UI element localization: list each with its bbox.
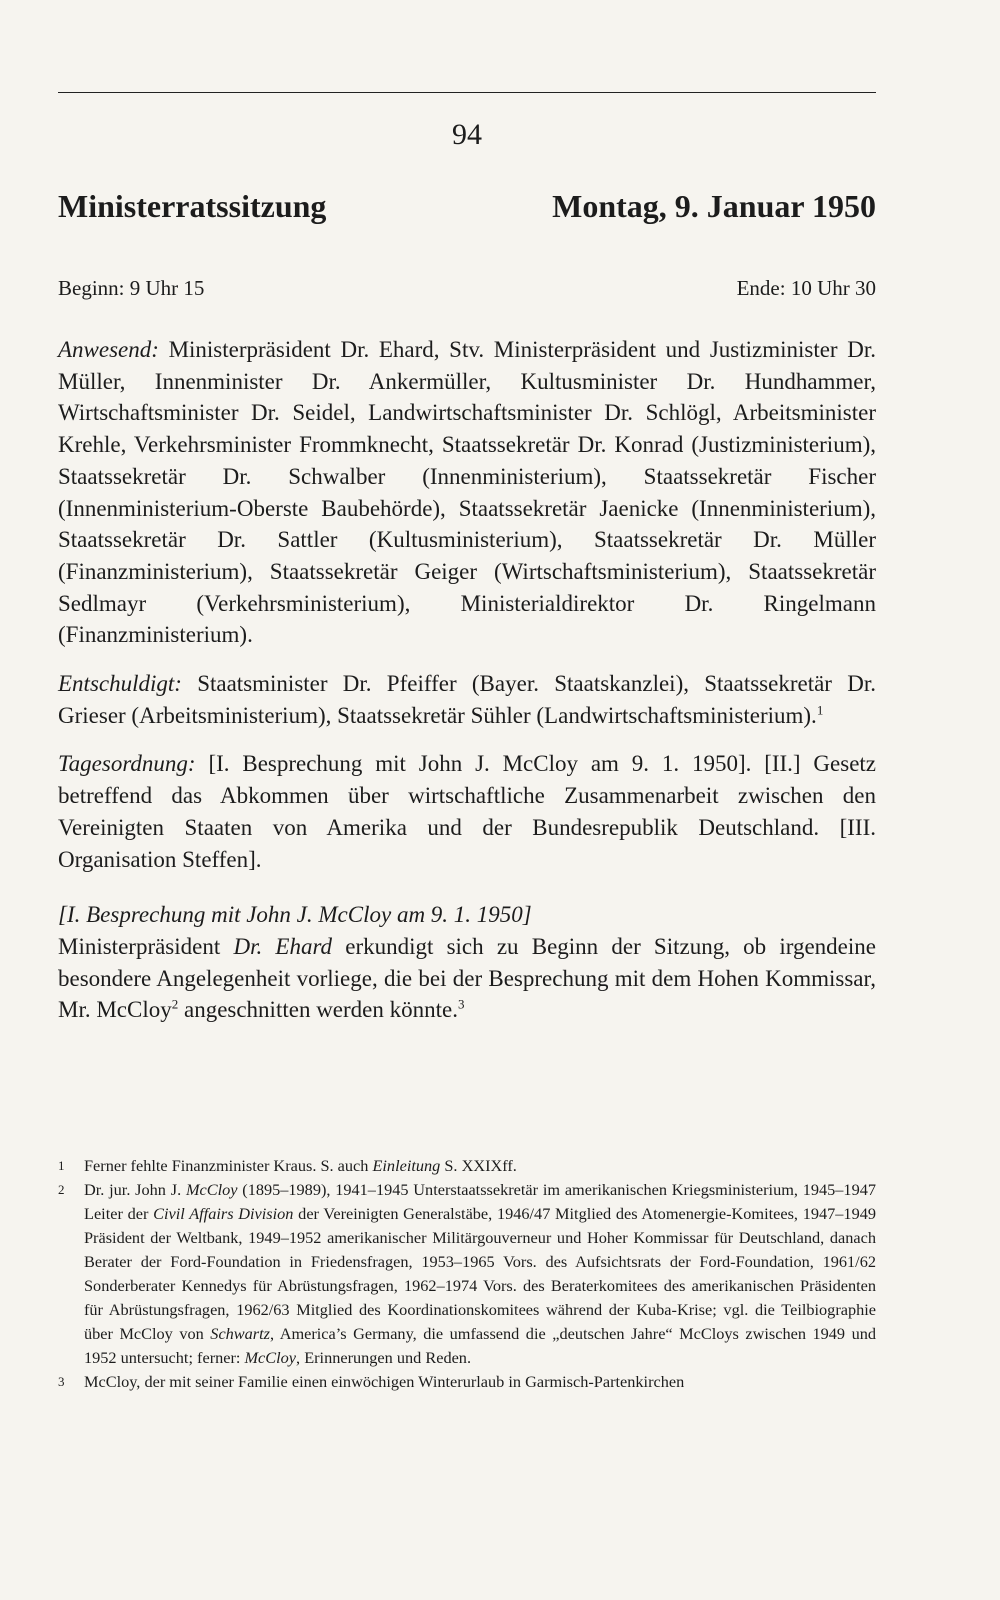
present-label: Anwesend:	[58, 337, 159, 362]
time-row	[58, 276, 876, 301]
footnote-italic: Civil Affairs Division	[153, 1204, 294, 1223]
footnote-text-part: , America’s Germany, die umfassend die „deutschen Jahre“ McCloys zwischen 1949 und 1952 untersucht; ferner:	[84, 1324, 876, 1367]
excused-text: Staatsminister Dr. Pfeiffer (Bayer. Staatskanzlei), Staatssekretär Dr. Grieser (Arbeitsministerium), Staatssekretär Sühler (Landwirtschaftsministerium).	[58, 671, 876, 728]
footnotes	[58, 1154, 876, 1394]
footnote-text-part: , Erinnerungen und Reden.	[296, 1348, 472, 1367]
footnote-text-part: Dr. jur. John J.	[84, 1180, 186, 1199]
session-date: Montag, 9. Januar 1950	[552, 188, 876, 224]
agenda-label: Tagesordnung:	[58, 751, 196, 777]
page-number: 94	[452, 118, 482, 151]
footnote-3	[58, 1370, 876, 1394]
footnote-text-part: der Vereinigten Generalstäbe, 1946/47 Mitglied des Atomenergie-Komitees, 1947–1949 Präsident der Weltbank, 1949–1952 amerikanischer Militärgouverneur und Hoher Kommissar für Deutschland, danach Berater der Ford-Foundation in Friedensfragen, 1953–1965 Vors. des Aufsichtsrats der Ford-Foundation, 1961/62 Sonderberater Kennedys für Abrüstungsfragen, 1962–1974 Vors. des Beraterkomitees des amerikanischen Präsidenten für Abrüstungsfragen, 1962/63 Mitglied des Koordinationskomitees während der Kuba-Krise; vgl. die Teilbiographie über McCloy von	[84, 1204, 876, 1343]
end-time: Ende: 10 Uhr 30	[736, 276, 876, 300]
footnote-number: 1	[58, 1158, 65, 1173]
section-paragraph	[58, 931, 876, 1026]
footnote-italic: McCloy	[244, 1348, 297, 1367]
paragraph-text-b: erkundigt sich zu Beginn der Sitzung, ob irgendeine besondere Angelegenheit vorliege, die bei der Besprechung mit dem Hohen Kommissar, Mr. McCloy	[58, 933, 876, 1023]
footnote-ref-1[interactable]: 1	[816, 702, 824, 718]
attendance-present	[58, 334, 876, 651]
title-row	[58, 188, 876, 225]
footnote-1	[58, 1154, 876, 1178]
agenda-text: [I. Besprechung mit John J. McCloy am 9. 1. 1950]. [II.] Gesetz betreffend das Abkommen über wirtschaftliche Zusammenarbeit zwischen den Vereinigten Staaten von Amerika und der Bundesrepublik Deutschland. [III. Organisation Steffen].	[58, 751, 876, 872]
excused-label: Entschuldigt:	[58, 671, 182, 697]
section-heading: [I. Besprechung mit John J. McCloy am 9. 1. 1950]	[58, 902, 532, 928]
session-title: Ministerratssitzung	[58, 188, 327, 224]
footnote-number: 2	[58, 1182, 65, 1197]
paragraph-text-c: angeschnitten werden könnte.	[178, 997, 458, 1023]
footnote-italic: McCloy	[185, 1180, 238, 1199]
main-text	[58, 334, 876, 1043]
footnote-text	[84, 1154, 876, 1178]
speaker-name: Dr. Ehard	[233, 933, 333, 959]
footnote-number: 3	[58, 1374, 65, 1389]
document-page	[58, 0, 876, 1600]
footnote-text-part: S. XXIXff.	[440, 1156, 517, 1175]
footnote-text	[84, 1178, 876, 1370]
footnote-italic: Einleitung	[372, 1156, 441, 1175]
begin-time: Beginn: 9 Uhr 15	[58, 276, 205, 300]
footnote-text-part: Ferner fehlte Finanzminister Kraus. S. auch	[84, 1156, 373, 1175]
attendance-excused	[58, 668, 876, 731]
agenda	[58, 748, 876, 875]
footnote-text-part: (1895–1989), 1941–1945 Unterstaatssekretär im amerikanischen Kriegsministerium, 1945–1947 Leiter der	[84, 1180, 876, 1223]
paragraph-text-a: Ministerpräsident	[58, 933, 234, 959]
top-rule	[58, 92, 876, 93]
footnote-italic: Schwartz	[210, 1324, 271, 1343]
footnote-ref-3[interactable]: 3	[457, 996, 465, 1012]
footnote-text: McCloy, der mit seiner Familie einen einwöchigen Winterurlaub in Garmisch-Partenkirchen	[84, 1372, 685, 1391]
footnote-ref-2[interactable]: 2	[171, 996, 179, 1012]
present-text: Ministerpräsident Dr. Ehard, Stv. Ministerpräsident und Justizminister Dr. Müller, Innenminister Dr. Ankermüller, Kultusminister Dr. Hundhammer, Wirtschaftsminister Dr. Seidel, Landwirtschaftsminister Dr. Schlögl, Arbeitsminister Krehle, Verkehrsminister Frommknecht, Staatssekretär Dr. Konrad (Justizministerium), Staatssekretär Dr. Schwalber (Innenministerium), Staatssekretär Fischer (Innenministerium-Oberste Baubehörde), Staatssekretär Jaenicke (Innenministerium), Staatssekretär Dr. Sattler (Kultusministerium), Staatssekretär Dr. Müller (Finanzministerium), Staatssekretär Geiger (Wirtschaftsministerium), Staatssekretär Sedlmayr (Verkehrsministerium), Ministerialdirektor Dr. Ringelmann (Finanzministerium).	[58, 337, 876, 648]
footnote-2	[58, 1178, 876, 1370]
